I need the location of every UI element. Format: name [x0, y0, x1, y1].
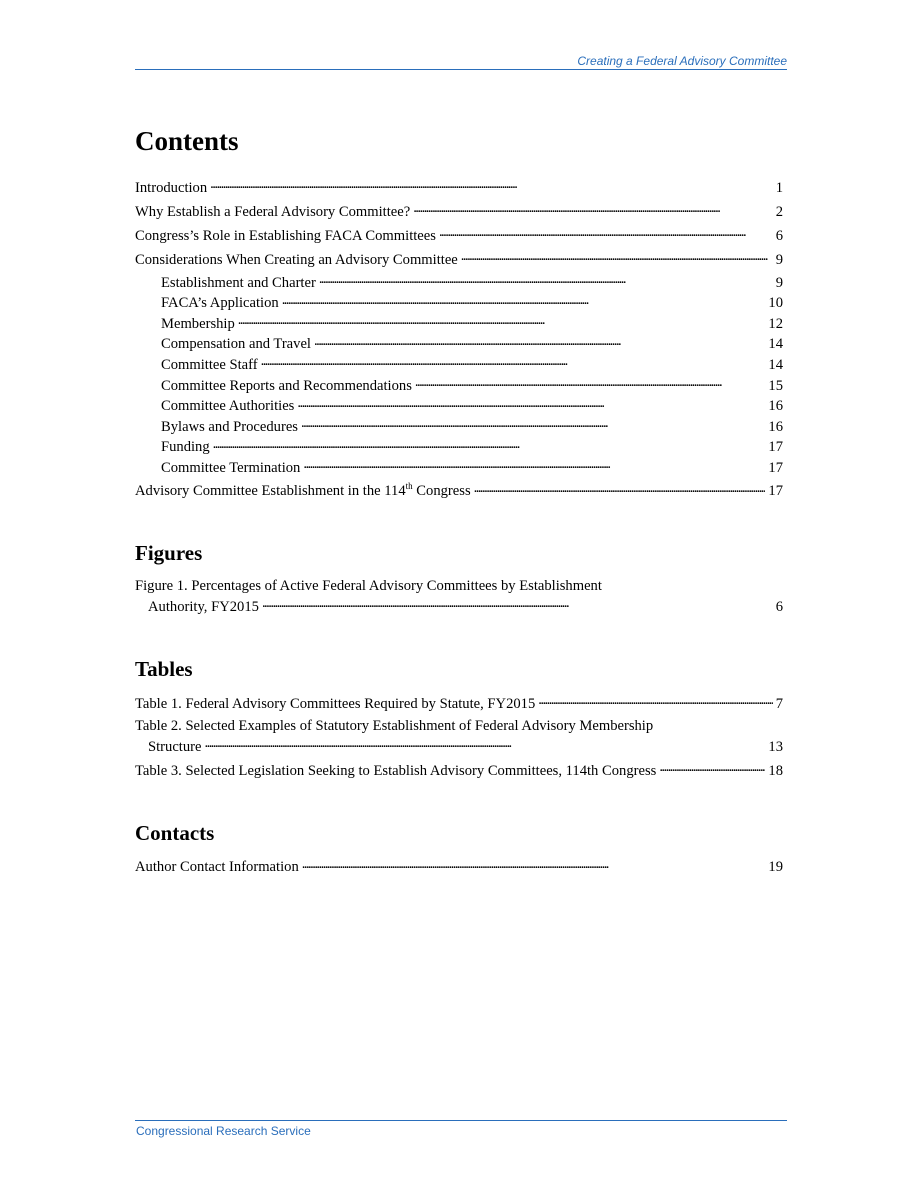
dot-leader: [297, 396, 765, 411]
dot-leader: [474, 481, 766, 496]
toc-entry-congress-role[interactable]: [135, 225, 783, 246]
toc-entry-page: 18: [768, 762, 783, 779]
dot-leader: [210, 177, 773, 192]
toc-entry-continuation: [135, 736, 783, 757]
toc-entry-label: Why Establish a Federal Advisory Committee?: [135, 203, 411, 220]
toc-entry-label: Bylaws and Procedures: [161, 418, 298, 435]
toc-entry-table-3[interactable]: [135, 760, 783, 781]
toc-entry-label: Funding: [161, 439, 210, 456]
toc-entry-introduction[interactable]: [135, 177, 783, 198]
toc-entry-label: Table 1. Federal Advisory Committees Required by Statute, FY2015: [135, 695, 536, 712]
footer-rule: [135, 1120, 787, 1121]
toc-entry-page: 2: [775, 203, 783, 220]
toc-entry-page: 14: [768, 356, 783, 373]
toc-entry-page: 19: [768, 859, 783, 876]
figures-section: [135, 539, 783, 617]
toc-entry-page: 16: [768, 398, 783, 415]
dot-leader: [238, 313, 766, 328]
toc-entry-page: 17: [768, 439, 783, 456]
toc-entry-considerations[interactable]: [135, 249, 783, 270]
toc-entry-continuation: [135, 596, 783, 617]
toc-entry-label: Considerations When Creating an Advisory Committee: [135, 251, 458, 268]
toc-entry-compensation-travel[interactable]: [135, 334, 783, 355]
toc-entry-label: [135, 482, 471, 501]
toc-entry-label: Committee Staff: [161, 356, 258, 373]
contacts-heading: Contacts: [135, 820, 215, 845]
dot-leader: [314, 334, 765, 349]
dot-leader: [659, 760, 765, 775]
dot-leader: [213, 437, 766, 452]
contacts-section: [135, 819, 783, 878]
toc-entry-page: 6: [775, 599, 783, 616]
toc-entry-label-text: Advisory Committee Establishment in the 114: [135, 483, 406, 500]
dot-leader: [538, 693, 772, 708]
toc-entry-page: 17: [768, 459, 783, 476]
toc-entry-label-text: Congress: [412, 483, 471, 500]
toc-entry-114th-congress[interactable]: [135, 481, 783, 502]
dot-leader: [302, 857, 766, 872]
figures-heading: Figures: [135, 541, 203, 566]
dot-leader: [282, 293, 766, 308]
toc-entry-label: Structure: [148, 738, 202, 755]
dot-leader: [439, 225, 773, 240]
toc-entry-page: 10: [768, 295, 783, 312]
dot-leader: [319, 272, 773, 287]
toc-entry-label: Table 3. Selected Legislation Seeking to Establish Advisory Committees, 114th Congress: [135, 762, 657, 779]
toc-entry-label: Establishment and Charter: [161, 274, 316, 291]
toc-entry-label: Table 2. Selected Examples of Statutory Establishment of Federal Advisory Membership: [135, 718, 654, 735]
toc-entry-faca-application[interactable]: [135, 293, 783, 314]
dot-leader: [303, 457, 765, 472]
tables-list: [135, 693, 783, 781]
header-rule: [135, 69, 787, 70]
toc-entry-page: 7: [775, 695, 783, 712]
dot-leader: [262, 596, 773, 611]
toc-entry-author-contact[interactable]: [135, 857, 783, 878]
toc-entry-committee-staff[interactable]: [135, 354, 783, 375]
dot-leader: [415, 375, 766, 390]
toc-entry-page: 1: [775, 179, 783, 196]
toc-entry-committee-authorities[interactable]: [135, 396, 783, 417]
toc-entry-table-1[interactable]: [135, 693, 783, 714]
toc-entry-label: Author Contact Information: [135, 859, 299, 876]
toc-entry-membership[interactable]: [135, 313, 783, 334]
toc-entry-label: FACA’s Application: [161, 295, 279, 312]
toc-entry-committee-termination[interactable]: [135, 457, 783, 478]
dot-leader: [301, 416, 765, 431]
toc-entry-page: 16: [768, 418, 783, 435]
figures-list: [135, 577, 783, 617]
toc-entry-label: Committee Reports and Recommendations: [161, 377, 412, 394]
toc-entry-label: Committee Termination: [161, 459, 301, 476]
toc-entry-page: 6: [775, 227, 783, 244]
toc-entry-page: 15: [768, 377, 783, 394]
toc-entry-page: 9: [775, 274, 783, 291]
tables-heading: Tables: [135, 657, 193, 682]
toc-entry-reports-recommendations[interactable]: [135, 375, 783, 396]
toc-entry-why-establish[interactable]: [135, 201, 783, 222]
running-footer: Congressional Research Service: [136, 1124, 311, 1138]
toc-entry-page: 13: [768, 738, 783, 755]
dot-leader: [261, 354, 766, 369]
toc-entry-page: 12: [768, 315, 783, 332]
toc-entry-bylaws-procedures[interactable]: [135, 416, 783, 437]
dot-leader: [413, 201, 773, 216]
toc-entry-funding[interactable]: [135, 437, 783, 458]
contents-heading: Contents: [135, 126, 239, 156]
toc-entry-page: 17: [768, 483, 783, 500]
ordinal-suffix: th: [405, 481, 413, 492]
toc-entry-label: Introduction: [135, 179, 208, 196]
table-of-contents: [135, 122, 783, 881]
contents-list: [135, 177, 783, 501]
toc-entry-label: Figure 1. Percentages of Active Federal Advisory Committees by Establishment: [135, 578, 602, 595]
tables-section: [135, 655, 783, 781]
toc-entry-label: Committee Authorities: [161, 398, 295, 415]
toc-entry-label: Congress’s Role in Establishing FACA Committees: [135, 227, 436, 244]
toc-entry-establishment-charter[interactable]: [135, 272, 783, 293]
dot-leader: [205, 736, 766, 751]
toc-entry-figure-1[interactable]: [135, 577, 783, 617]
toc-entry-label: Compensation and Travel: [161, 336, 311, 353]
toc-entry-label: Membership: [161, 315, 235, 332]
toc-entry-label: Authority, FY2015: [148, 599, 259, 616]
toc-entry-page: 14: [768, 336, 783, 353]
dot-leader: [461, 249, 773, 264]
toc-entry-table-2[interactable]: [135, 717, 783, 757]
running-header: Creating a Federal Advisory Committee: [577, 54, 787, 68]
toc-entry-page: 9: [775, 251, 783, 268]
contacts-list: [135, 857, 783, 878]
